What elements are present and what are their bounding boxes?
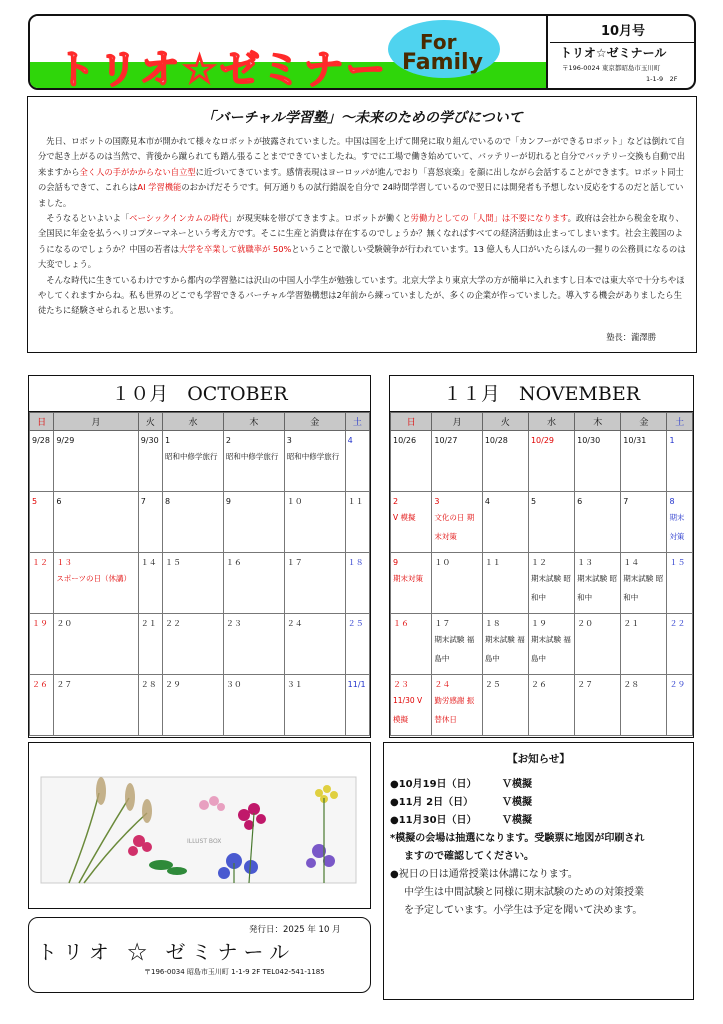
- calendar-day-cell: [432, 431, 482, 492]
- calendar-day-cell: [667, 492, 693, 553]
- article-title: 「バーチャル学習塾」～未来のための学びについて: [201, 110, 523, 126]
- calendar-day-cell: [575, 553, 621, 614]
- day-number: ２５: [484, 680, 501, 689]
- calendar-day-cell: [482, 675, 528, 736]
- day-event: 勤労感謝 振替休日: [434, 696, 475, 724]
- calendar-day-cell: [30, 553, 54, 614]
- day-number: ３０: [225, 680, 242, 689]
- day-event: 昭和中修学旅行: [286, 452, 340, 461]
- highlight-text: AI 学習機能: [137, 182, 182, 193]
- day-number: 8: [165, 497, 171, 506]
- day-number: １２: [530, 558, 547, 567]
- highlight-text: 全く人の手がかからない自立型: [79, 166, 196, 177]
- day-number: 9: [393, 558, 399, 567]
- day-number: 10/30: [577, 436, 601, 445]
- day-number: 10/31: [623, 436, 647, 445]
- notice-box: [383, 742, 694, 1000]
- day-number: １８: [484, 619, 501, 628]
- day-event: 文化の日 期末対策: [434, 513, 475, 541]
- calendar-day-cell: [223, 675, 284, 736]
- day-number: ２０: [56, 619, 73, 628]
- calendar-day-cell: [30, 431, 54, 492]
- weekday-header: 金: [621, 413, 667, 431]
- article-paragraph: [38, 211, 686, 273]
- day-number: ２８: [623, 680, 640, 689]
- text-segment: 先日、ロボットの国際見本市が開かれて様々なロボットが披露されていました。中国は国を上げて開発に取り組んでいるので「カンフーができるロボット」などは倒れて自分で起き上がるのは当然で、背後から蹴られても踏ん張ることまでできていましたね。すでに工場で働き始めていて、バッテリーが切れると自分でバッテリー交換も自動で出来ますから: [38, 136, 686, 177]
- day-number: ２１: [140, 619, 157, 628]
- day-event: 期末試験 昭和中: [623, 574, 664, 602]
- calendar-day-cell: [482, 431, 528, 492]
- day-number: 6: [577, 497, 583, 506]
- weekday-header: 火: [482, 413, 528, 431]
- calendar-day-cell: [138, 614, 162, 675]
- calendar-grid: [390, 412, 693, 736]
- day-number: ３１: [286, 680, 303, 689]
- day-event: 期末対策: [669, 513, 685, 541]
- day-number: 10/26: [393, 436, 417, 445]
- calendar-day-cell: [667, 553, 693, 614]
- calendar-day-cell: [575, 675, 621, 736]
- day-number: 8: [669, 497, 675, 506]
- illustration-watermark: ILLUST BOX: [187, 838, 222, 845]
- day-number: １４: [623, 558, 640, 567]
- day-number: 10/27: [434, 436, 458, 445]
- day-number: ２４: [434, 680, 451, 689]
- calendar-day-cell: [575, 614, 621, 675]
- day-number: １７: [434, 619, 451, 628]
- day-number: ２３: [393, 680, 409, 689]
- day-number: 9/28: [32, 436, 50, 445]
- highlight-text: ベーシックインカムの時代: [129, 213, 229, 224]
- article-paragraph: [38, 134, 686, 211]
- school-address: 〒196-0024 東京都昭島市玉川町: [562, 64, 661, 72]
- calendar-day-cell: [391, 431, 432, 492]
- calendar-day-cell: [345, 614, 369, 675]
- calendar-day-cell: [345, 553, 369, 614]
- calendar-day-cell: [432, 492, 482, 553]
- weekday-header: 水: [163, 413, 224, 431]
- day-event: スポーツの日（休講）: [56, 574, 132, 583]
- day-number: ２７: [56, 680, 73, 689]
- calendar-day-cell: [482, 553, 528, 614]
- footer-address: 〒196-0034 昭島市玉川町 1-1-9 2F TEL042-541-1185: [144, 968, 325, 976]
- calendar-day-cell: [391, 614, 432, 675]
- calendar-day-cell: [223, 431, 284, 492]
- day-number: ２０: [577, 619, 594, 628]
- day-number: ２４: [286, 619, 303, 628]
- weekday-header: 日: [391, 413, 432, 431]
- calendar-day-cell: [163, 431, 224, 492]
- weekday-header: 土: [667, 413, 693, 431]
- article: [27, 96, 697, 353]
- event-label: Ｖ模擬: [502, 815, 532, 826]
- day-number: ２２: [669, 619, 686, 628]
- flower-illustration: [28, 742, 371, 909]
- day-number: １７: [286, 558, 303, 567]
- calendar-day-cell: [482, 614, 528, 675]
- calendar-day-cell: [528, 614, 574, 675]
- weekday-header: 金: [284, 413, 345, 431]
- calendar-october: [28, 375, 371, 738]
- day-number: 10/29: [530, 436, 555, 445]
- event-label: Ｖ模擬: [502, 779, 532, 790]
- day-number: 4: [484, 497, 490, 506]
- for-label: For: [420, 30, 457, 54]
- calendar-day-cell: [621, 492, 667, 553]
- day-number: １６: [225, 558, 242, 567]
- day-number: 2: [393, 497, 399, 506]
- day-number: 7: [140, 497, 146, 506]
- day-number: 10/28: [484, 436, 508, 445]
- day-number: ２１: [623, 619, 640, 628]
- calendar-day-cell: [223, 553, 284, 614]
- day-number: 4: [347, 436, 353, 445]
- day-number: ２３: [225, 619, 242, 628]
- issue-label: 10月号: [550, 20, 696, 43]
- day-number: ２５: [347, 619, 364, 628]
- text-segment: ということで激しい受験競争が行われています。13 億人も人口がいたらほんの一握りの公務員になるのは大変でしょう。: [38, 243, 686, 270]
- day-number: 6: [56, 497, 62, 506]
- day-number: 9/29: [56, 436, 75, 445]
- calendar-day-cell: [138, 675, 162, 736]
- day-number: 5: [530, 497, 537, 506]
- calendar-day-cell: [30, 675, 54, 736]
- calendar-day-cell: [528, 492, 574, 553]
- day-number: ２２: [165, 619, 182, 628]
- day-number: １４: [140, 558, 157, 567]
- day-number: １０: [286, 497, 303, 506]
- weekday-header: 木: [575, 413, 621, 431]
- highlight-text: 大学を卒業して就職率が 50%: [179, 243, 292, 254]
- event-date: ●11月30日（日）: [390, 815, 477, 826]
- weekday-header: 木: [223, 413, 284, 431]
- day-number: ２８: [140, 680, 157, 689]
- highlight-text: 労働力としての「人間」は不要になります: [410, 213, 568, 224]
- day-event: 期末試験 福島中: [484, 635, 525, 663]
- day-event: V 模擬: [393, 513, 416, 522]
- day-number: 1: [165, 436, 171, 445]
- calendar-day-cell: [621, 431, 667, 492]
- event-item: [390, 794, 687, 812]
- calendar-day-cell: [528, 553, 574, 614]
- calendar-day-cell: [163, 675, 224, 736]
- event-list: [390, 776, 687, 830]
- calendar-day-cell: [163, 614, 224, 675]
- day-number: 11/1: [347, 680, 366, 689]
- calendar-day-cell: [138, 492, 162, 553]
- day-event: 期末対策: [393, 574, 423, 583]
- calendar-day-cell: [345, 675, 369, 736]
- signature: 塾長：瀧澤勝: [606, 332, 656, 342]
- day-event: 昭和中修学旅行: [225, 452, 279, 461]
- calendar-day-cell: [223, 614, 284, 675]
- calendar-day-cell: [621, 675, 667, 736]
- weekday-header: 水: [528, 413, 574, 431]
- calendar-november: [389, 375, 694, 738]
- newsletter-header: [28, 14, 696, 90]
- calendar-day-cell: [575, 492, 621, 553]
- day-number: ２９: [669, 680, 686, 689]
- calendar-day-cell: [163, 492, 224, 553]
- day-event: 昭和中修学旅行: [165, 452, 218, 461]
- calendar-day-cell: [391, 492, 432, 553]
- weekday-header: 日: [30, 413, 54, 431]
- school-name: トリオ☆ゼミナール: [560, 46, 667, 60]
- calendar-day-cell: [667, 675, 693, 736]
- day-number: １１: [347, 497, 364, 506]
- day-number: 1: [669, 436, 675, 445]
- day-number: １３: [56, 558, 73, 567]
- calendar-day-cell: [54, 553, 138, 614]
- calendar-day-cell: [667, 431, 693, 492]
- calendar-day-cell: [284, 492, 345, 553]
- text-segment: のおかげだそうです。何万通りもの試行錯誤を自分で 24時間学習しているので翌日には開発者も予想しない反応をするのだと話していました。: [38, 182, 684, 208]
- calendar-day-cell: [345, 492, 369, 553]
- notice-title: 【お知らせ】: [507, 753, 570, 765]
- calendar-day-cell: [667, 614, 693, 675]
- calendar-title: １０月 OCTOBER: [29, 376, 370, 412]
- notice-text: ますので確認してください。: [404, 851, 534, 862]
- calendar-day-cell: [30, 614, 54, 675]
- title-banner: [30, 16, 548, 88]
- day-number: １２: [32, 558, 48, 567]
- day-number: ２７: [577, 680, 594, 689]
- flowers-image: [29, 743, 369, 907]
- day-event: 11/30 V 模擬: [393, 696, 423, 724]
- day-number: 2: [225, 436, 231, 445]
- weekday-header: 火: [138, 413, 162, 431]
- day-number: 7: [623, 497, 629, 506]
- event-item: [390, 776, 687, 794]
- issue-date: 発行日：2025 年 10 月: [249, 925, 341, 935]
- day-event: 期末試験 昭和中: [577, 574, 618, 602]
- calendar-day-cell: [391, 675, 432, 736]
- family-label: Family: [402, 50, 483, 75]
- calendar-day-cell: [482, 492, 528, 553]
- footer-school-name: トリオ ☆ ゼミナール: [37, 940, 296, 964]
- day-event: 期末試験 福島中: [434, 635, 475, 663]
- calendar-day-cell: [163, 553, 224, 614]
- calendar-day-cell: [621, 614, 667, 675]
- calendar-day-cell: [432, 553, 482, 614]
- event-date: ●11月 2日（日）: [390, 797, 474, 808]
- weekday-header: 土: [345, 413, 369, 431]
- footer: [28, 917, 371, 993]
- calendar-title: １１月 NOVEMBER: [390, 376, 693, 412]
- day-number: ２９: [165, 680, 182, 689]
- calendar-day-cell: [284, 675, 345, 736]
- calendar-grid: [29, 412, 370, 736]
- calendar-day-cell: [575, 431, 621, 492]
- day-number: 9: [225, 497, 231, 506]
- calendar-day-cell: [138, 553, 162, 614]
- day-number: １３: [577, 558, 594, 567]
- calendar-day-cell: [284, 431, 345, 492]
- day-number: ２６: [32, 680, 48, 689]
- text-segment: 。政府は会社から税金を取り、全国民に年金を払うヘリコプターマネーという考え方です。そこに生産と消費は存在するのでしょうか？無くなればすべての経済活動は止まってしまいます。社会主義国のようになるのでしょうか？中国の若者は: [38, 213, 684, 254]
- calendar-day-cell: [138, 431, 162, 492]
- day-event: 期末試験 昭和中: [530, 574, 571, 602]
- calendar-day-cell: [621, 553, 667, 614]
- day-number: ２６: [530, 680, 547, 689]
- notice-text: 中学生は中間試験と同様に期末試験のための対策授業: [404, 887, 644, 898]
- article-paragraph: そんな時代に生きているわけですから都内の学習塾には沢山の中国人小学生が勉強しています。北京大学より東京大学の方が簡単に入れますし日本では東大卒で十分ちやほやしてくれますからね。私も世界のどこでも学習できるバーチャル学習塾構想は2年前から練っていましたが、多くの企業が作っていました。導入する機会がありましたら生徒たちに経験させられると思います。: [38, 274, 685, 316]
- calendar-day-cell: [54, 675, 138, 736]
- notice-text: を予定しています。小学生は予定を聞いて決めます。: [404, 905, 643, 916]
- calendar-day-cell: [30, 492, 54, 553]
- header-info: [550, 16, 696, 88]
- school-address-line2: 1-1-9 2F: [646, 75, 678, 83]
- calendar-day-cell: [528, 431, 574, 492]
- calendar-day-cell: [528, 675, 574, 736]
- calendar-day-cell: [432, 675, 482, 736]
- event-item: [390, 812, 687, 830]
- calendar-day-cell: [284, 614, 345, 675]
- weekday-header: 月: [432, 413, 482, 431]
- day-number: １１: [484, 558, 501, 567]
- day-number: １９: [32, 619, 48, 628]
- calendar-day-cell: [223, 492, 284, 553]
- day-event: 期末試験 福島中: [530, 635, 571, 663]
- notice-text: *模擬の会場は抽選になります。受験票に地図が印刷され: [390, 833, 645, 844]
- day-number: １６: [393, 619, 409, 628]
- day-number: １８: [347, 558, 364, 567]
- calendar-day-cell: [345, 431, 369, 492]
- calendar-day-cell: [284, 553, 345, 614]
- text-segment: に近づいてきています。感情表現はヨーロッパが進んでおり「喜怒哀楽」を顔に出しながら会話することができます。ロボット同士の会話もできて、これらは: [38, 166, 684, 193]
- notice-text: ●祝日の日は通常授業は休講になります。: [390, 869, 578, 880]
- text-segment: 」が現実味を帯びてきますよ。ロボットが働くと: [228, 213, 411, 224]
- newsletter-title: トリオ☆ゼミナー: [56, 47, 388, 90]
- text-segment: そうなるといよいよ「: [46, 213, 130, 224]
- day-number: 5: [32, 497, 38, 506]
- weekday-header: 月: [54, 413, 138, 431]
- calendar-day-cell: [391, 553, 432, 614]
- calendar-day-cell: [54, 614, 138, 675]
- calendar-day-cell: [54, 431, 138, 492]
- calendar-day-cell: [54, 492, 138, 553]
- day-number: １９: [530, 619, 547, 628]
- event-date: ●10月19日（日）: [390, 779, 477, 790]
- day-number: １５: [165, 558, 182, 567]
- day-number: １０: [434, 558, 451, 567]
- day-number: 9/30: [140, 436, 159, 445]
- calendar-day-cell: [432, 614, 482, 675]
- event-label: Ｖ模擬: [502, 797, 532, 808]
- day-number: 3: [286, 436, 292, 445]
- day-number: １５: [669, 558, 686, 567]
- day-number: 3: [434, 497, 440, 506]
